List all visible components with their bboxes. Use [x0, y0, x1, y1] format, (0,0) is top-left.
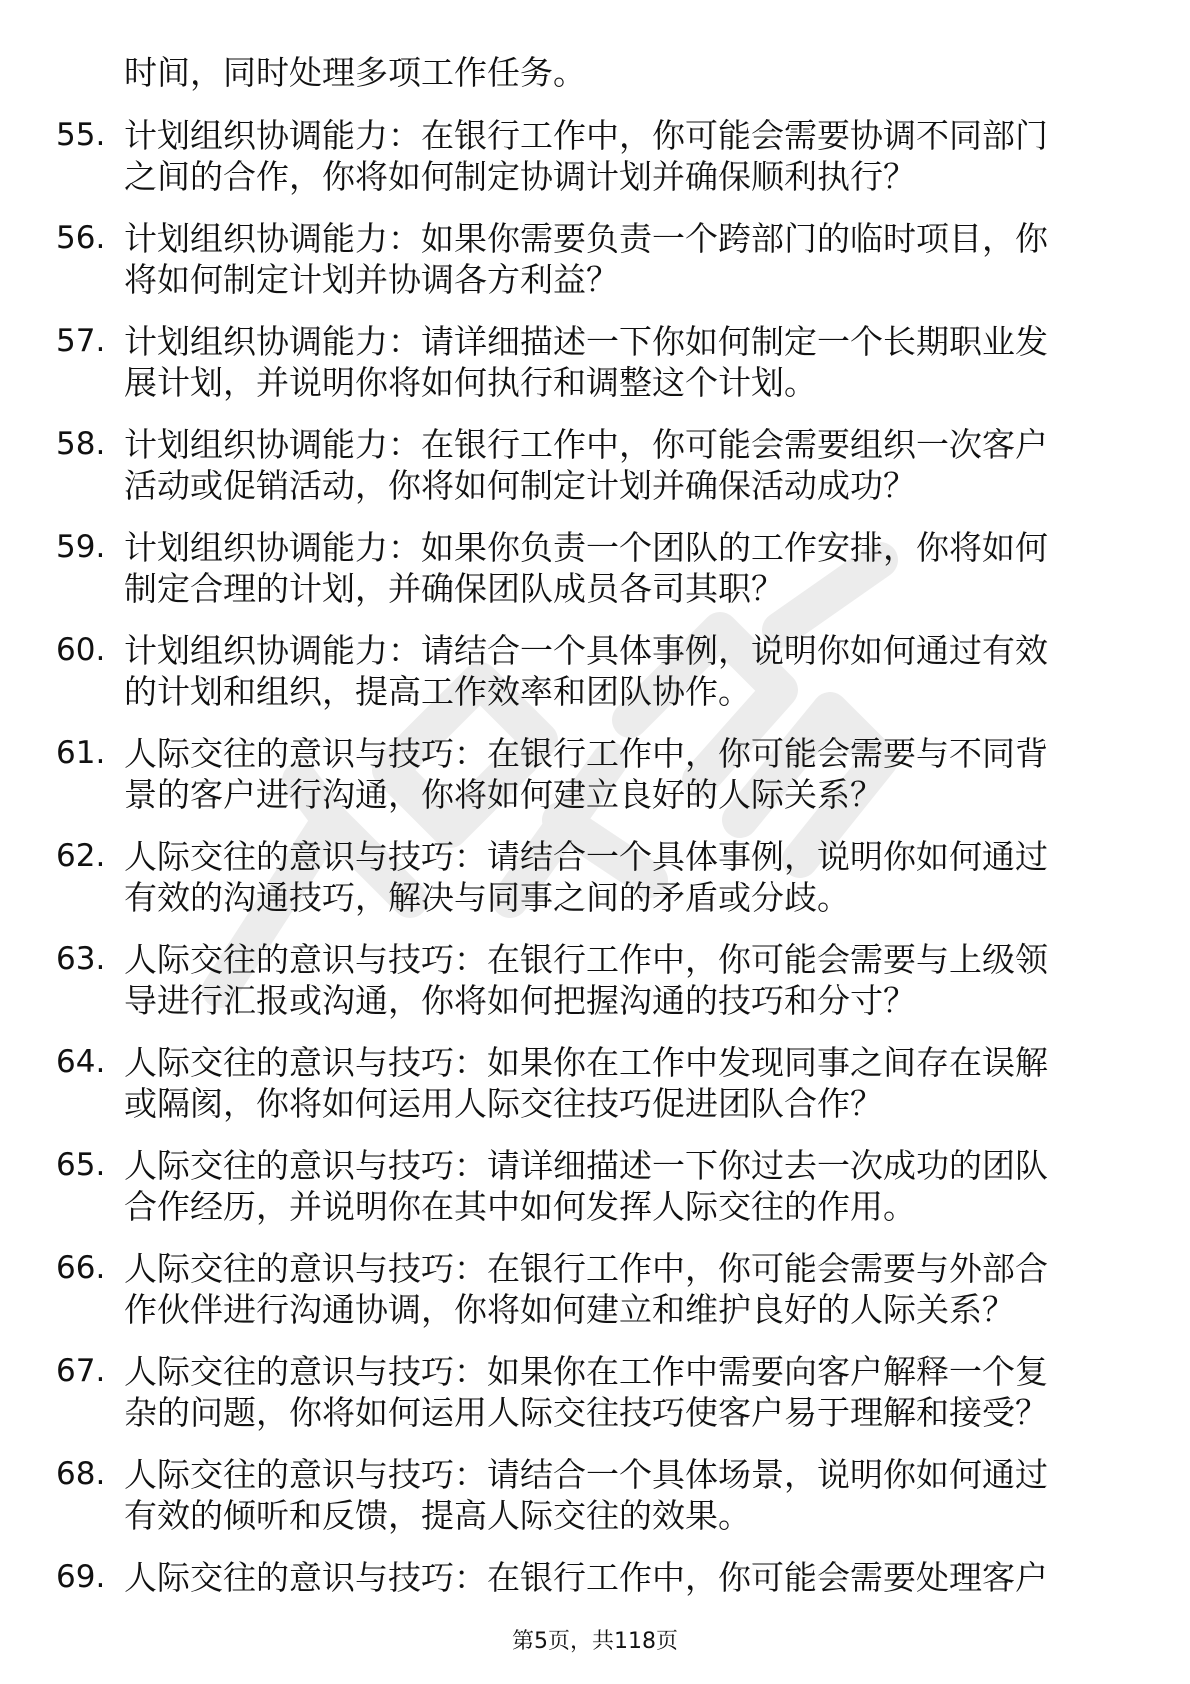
question-number: 59.: [56, 529, 106, 565]
question-line: 制定合理的计划，并确保团队成员各司其职？: [124, 569, 784, 608]
question-item: [56, 1557, 1116, 1598]
question-line: 计划组织协调能力：如果你需要负责一个跨部门的临时项目，你: [124, 219, 1048, 258]
question-line: 计划组织协调能力：在银行工作中，你可能会需要组织一次客户: [124, 425, 1048, 464]
question-line: 导进行汇报或沟通，你将如何把握沟通的技巧和分寸？: [124, 981, 916, 1020]
question-line: 展计划，并说明你将如何执行和调整这个计划。: [124, 363, 817, 402]
question-item: [56, 1351, 1116, 1433]
question-number: 60.: [56, 632, 106, 668]
question-line: 人际交往的意识与技巧：在银行工作中，你可能会需要处理客户: [124, 1558, 1048, 1597]
question-item: [56, 527, 1116, 609]
question-text: [124, 1454, 1116, 1536]
question-item: [56, 321, 1116, 403]
question-text: [124, 424, 1116, 506]
page-footer: 第5页，共118页: [512, 1629, 678, 1654]
question-number: 64.: [56, 1044, 106, 1080]
continuation-line: 时间，同时处理多项工作任务。: [124, 53, 586, 92]
question-number: 57.: [56, 323, 106, 359]
question-number: 68.: [56, 1456, 106, 1492]
question-text: [124, 630, 1116, 712]
question-item: [56, 939, 1116, 1021]
question-text: [124, 836, 1116, 918]
question-line: 人际交往的意识与技巧：请结合一个具体场景，说明你如何通过: [124, 1455, 1048, 1494]
question-line: 将如何制定计划并协调各方利益？: [124, 260, 619, 299]
question-item: [56, 630, 1116, 712]
document-body: [56, 52, 1116, 1619]
question-line: 人际交往的意识与技巧：请结合一个具体事例，说明你如何通过: [124, 837, 1048, 876]
question-line: 计划组织协调能力：在银行工作中，你可能会需要协调不同部门: [124, 116, 1048, 155]
question-item: [56, 218, 1116, 300]
question-item: [56, 1145, 1116, 1227]
question-line: 计划组织协调能力：如果你负责一个团队的工作安排，你将如何: [124, 528, 1048, 567]
question-line: 人际交往的意识与技巧：在银行工作中，你可能会需要与外部合: [124, 1249, 1048, 1288]
question-line: 活动或促销活动，你将如何制定计划并确保活动成功？: [124, 466, 916, 505]
question-number: 65.: [56, 1147, 106, 1183]
question-number: 55.: [56, 117, 106, 153]
question-item: [56, 1042, 1116, 1124]
question-number: 58.: [56, 426, 106, 462]
question-number: 66.: [56, 1250, 106, 1286]
question-line: 人际交往的意识与技巧：请详细描述一下你过去一次成功的团队: [124, 1146, 1048, 1185]
question-item: [56, 836, 1116, 918]
question-number: 62.: [56, 838, 106, 874]
question-text: [124, 321, 1116, 403]
question-text: [124, 218, 1116, 300]
question-line: 有效的沟通技巧，解决与同事之间的矛盾或分歧。: [124, 878, 850, 917]
question-line: 计划组织协调能力：请详细描述一下你如何制定一个长期职业发: [124, 322, 1048, 361]
question-line: 杂的问题，你将如何运用人际交往技巧使客户易于理解和接受？: [124, 1393, 1048, 1432]
question-text: [124, 1557, 1116, 1598]
question-text: [124, 1351, 1116, 1433]
question-line: 计划组织协调能力：请结合一个具体事例，说明你如何通过有效: [124, 631, 1048, 670]
question-item: [56, 733, 1116, 815]
question-line: 的计划和组织，提高工作效率和团队协作。: [124, 672, 751, 711]
question-line: 人际交往的意识与技巧：在银行工作中，你可能会需要与上级领: [124, 940, 1048, 979]
question-text: [124, 115, 1116, 197]
question-line: 作伙伴进行沟通协调，你将如何建立和维护良好的人际关系？: [124, 1290, 1015, 1329]
question-item: [56, 424, 1116, 506]
question-line: 合作经历，并说明你在其中如何发挥人际交往的作用。: [124, 1187, 916, 1226]
question-text: [124, 1248, 1116, 1330]
question-text: [124, 527, 1116, 609]
question-line: 之间的合作，你将如何制定协调计划并确保顺利执行？: [124, 157, 916, 196]
question-text: [124, 1145, 1116, 1227]
question-number: 63.: [56, 941, 106, 977]
question-line: 人际交往的意识与技巧：如果你在工作中发现同事之间存在误解: [124, 1043, 1048, 1082]
question-number: 56.: [56, 220, 106, 256]
question-line: 人际交往的意识与技巧：如果你在工作中需要向客户解释一个复: [124, 1352, 1048, 1391]
question-text: [124, 939, 1116, 1021]
question-text: [124, 733, 1116, 815]
question-item: [56, 115, 1116, 197]
question-line: 或隔阂，你将如何运用人际交往技巧促进团队合作？: [124, 1084, 883, 1123]
question-item: [56, 1454, 1116, 1536]
question-number: 67.: [56, 1353, 106, 1389]
question-line: 人际交往的意识与技巧：在银行工作中，你可能会需要与不同背: [124, 734, 1048, 773]
question-text: [124, 1042, 1116, 1124]
question-line: 景的客户进行沟通，你将如何建立良好的人际关系？: [124, 775, 883, 814]
question-line: 有效的倾听和反馈，提高人际交往的效果。: [124, 1496, 751, 1535]
question-item: [56, 1248, 1116, 1330]
question-number: 61.: [56, 735, 106, 771]
question-number: 69.: [56, 1559, 106, 1595]
